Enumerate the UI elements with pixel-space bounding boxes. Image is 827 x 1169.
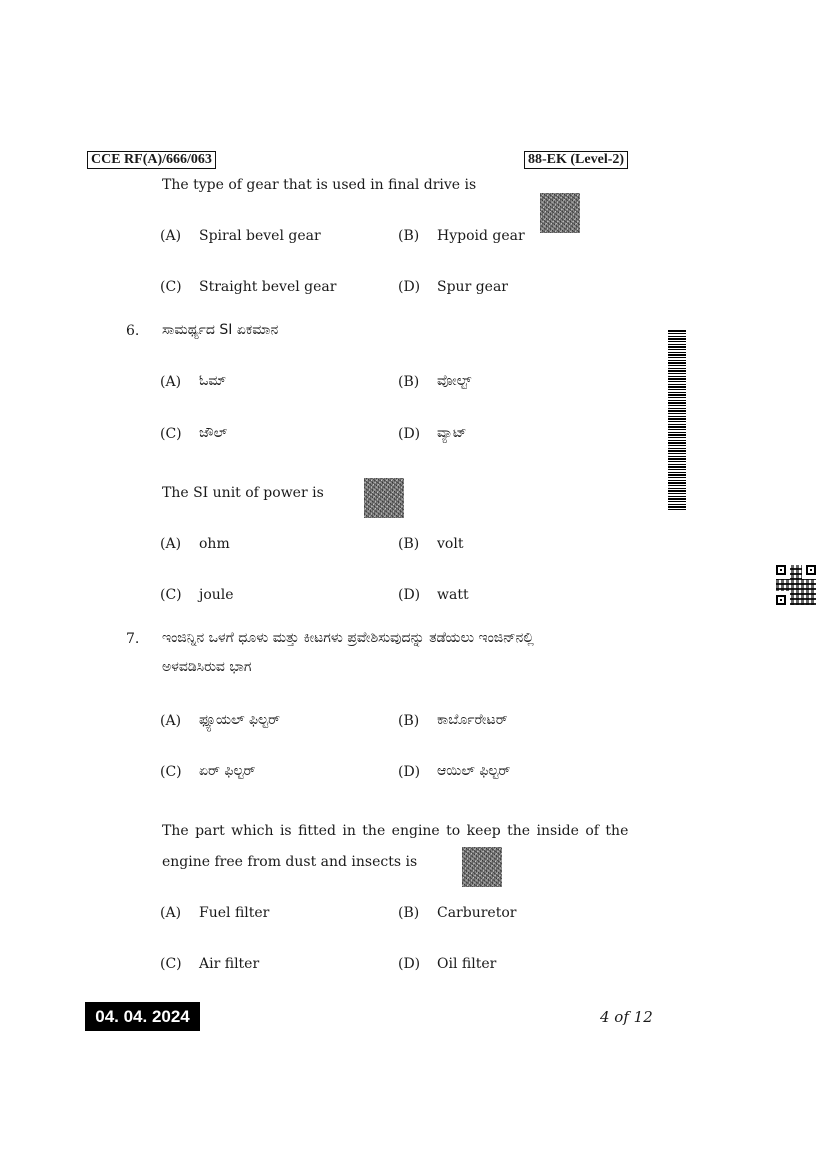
q6-en-option-d[interactable]: watt	[437, 587, 469, 603]
q5-option-a[interactable]: Spiral bevel gear	[199, 228, 321, 244]
q6-kn-option-a-label: (A)	[160, 374, 182, 390]
q6-en-option-c[interactable]: joule	[199, 587, 234, 603]
q5-question-en: The type of gear that is used in final drive is	[162, 177, 477, 193]
q5-option-d[interactable]: Spur gear	[437, 279, 508, 295]
q5-option-a-label: (A)	[160, 228, 182, 244]
q7-en-option-c[interactable]: Air filter	[199, 956, 260, 972]
q5-option-b[interactable]: Hypoid gear	[437, 228, 525, 244]
q5-option-d-label: (D)	[398, 279, 421, 295]
q7-question-kn-line1: ಇಂಜಿನ್ನಿನ ಒಳಗೆ ಧೂಳು ಮತ್ತು ಕೀಟಗಳು ಪ್ರವೇಶಿಸುವುದನ್ನು ತಡೆಯಲು ಇಂಜಿನ್‌ನಲ್ಲಿ	[162, 630, 534, 646]
q6-en-option-a-label: (A)	[160, 536, 182, 552]
q7-question-en-line1: The part which is fitted in the engine to keep the inside of the	[162, 823, 629, 839]
q7-kn-option-b[interactable]: ಕಾರ್ಬೊರೇಟರ್	[437, 712, 508, 728]
page-number: 4 of 12	[600, 1008, 653, 1026]
q7-question-en-line2: engine free from dust and insects is	[162, 854, 418, 870]
q7-kn-option-c-label: (C)	[160, 764, 182, 780]
q7-kn-option-c[interactable]: ಏರ್ ಫಿಲ್ಟರ್	[199, 763, 256, 779]
q6-question-en: The SI unit of power is	[162, 485, 324, 501]
watermark-image	[540, 193, 580, 233]
q7-en-option-d-label: (D)	[398, 956, 421, 972]
q5-option-c-label: (C)	[160, 279, 182, 295]
q6-en-option-b[interactable]: volt	[437, 536, 464, 552]
q6-en-option-c-label: (C)	[160, 587, 182, 603]
q6-kn-option-c[interactable]: ಜೌಲ್	[199, 425, 228, 441]
paper-code: CCE RF(A)/666/063	[87, 151, 216, 169]
q5-option-c[interactable]: Straight bevel gear	[199, 279, 337, 295]
q6-number: 6.	[126, 323, 140, 339]
q6-en-option-d-label: (D)	[398, 587, 421, 603]
q5-option-b-label: (B)	[398, 228, 420, 244]
q6-question-kn: ಸಾಮರ್ಥ್ಯದ SI ಏಕಮಾನ	[162, 322, 279, 338]
q7-en-option-b[interactable]: Carburetor	[437, 905, 517, 921]
q6-kn-option-c-label: (C)	[160, 426, 182, 442]
q7-en-option-a-label: (A)	[160, 905, 182, 921]
exam-date-badge: 04. 04. 2024	[85, 1002, 200, 1031]
q7-kn-option-d-label: (D)	[398, 764, 421, 780]
watermark-image	[462, 847, 502, 887]
q6-kn-option-a[interactable]: ಓಮ್	[199, 373, 227, 389]
q6-kn-option-b[interactable]: ವೋಲ್ಟ್	[437, 373, 472, 389]
q7-en-option-b-label: (B)	[398, 905, 420, 921]
q7-kn-option-d[interactable]: ಆಯಿಲ್ ಫಿಲ್ಟರ್	[437, 763, 511, 779]
q7-number: 7.	[126, 631, 140, 647]
q7-en-option-d[interactable]: Oil filter	[437, 956, 497, 972]
q6-kn-option-b-label: (B)	[398, 374, 420, 390]
watermark-image	[364, 478, 404, 518]
q7-en-option-c-label: (C)	[160, 956, 182, 972]
subject-code: 88-EK (Level-2)	[524, 151, 628, 169]
q7-en-option-a[interactable]: Fuel filter	[199, 905, 270, 921]
q7-kn-option-b-label: (B)	[398, 713, 420, 729]
qr-code-image	[776, 565, 816, 605]
q6-kn-option-d[interactable]: ವ್ಯಾಟ್	[437, 425, 467, 441]
q7-question-kn-line2: ಅಳವಡಿಸಿರುವ ಭಾಗ	[162, 659, 252, 675]
q7-kn-option-a[interactable]: ಫ್ಯೂಯಲ್ ಫಿಲ್ಟರ್	[199, 712, 281, 728]
q6-en-option-a[interactable]: ohm	[199, 536, 230, 552]
q7-kn-option-a-label: (A)	[160, 713, 182, 729]
barcode-image	[668, 330, 686, 510]
q6-kn-option-d-label: (D)	[398, 426, 421, 442]
q6-en-option-b-label: (B)	[398, 536, 420, 552]
